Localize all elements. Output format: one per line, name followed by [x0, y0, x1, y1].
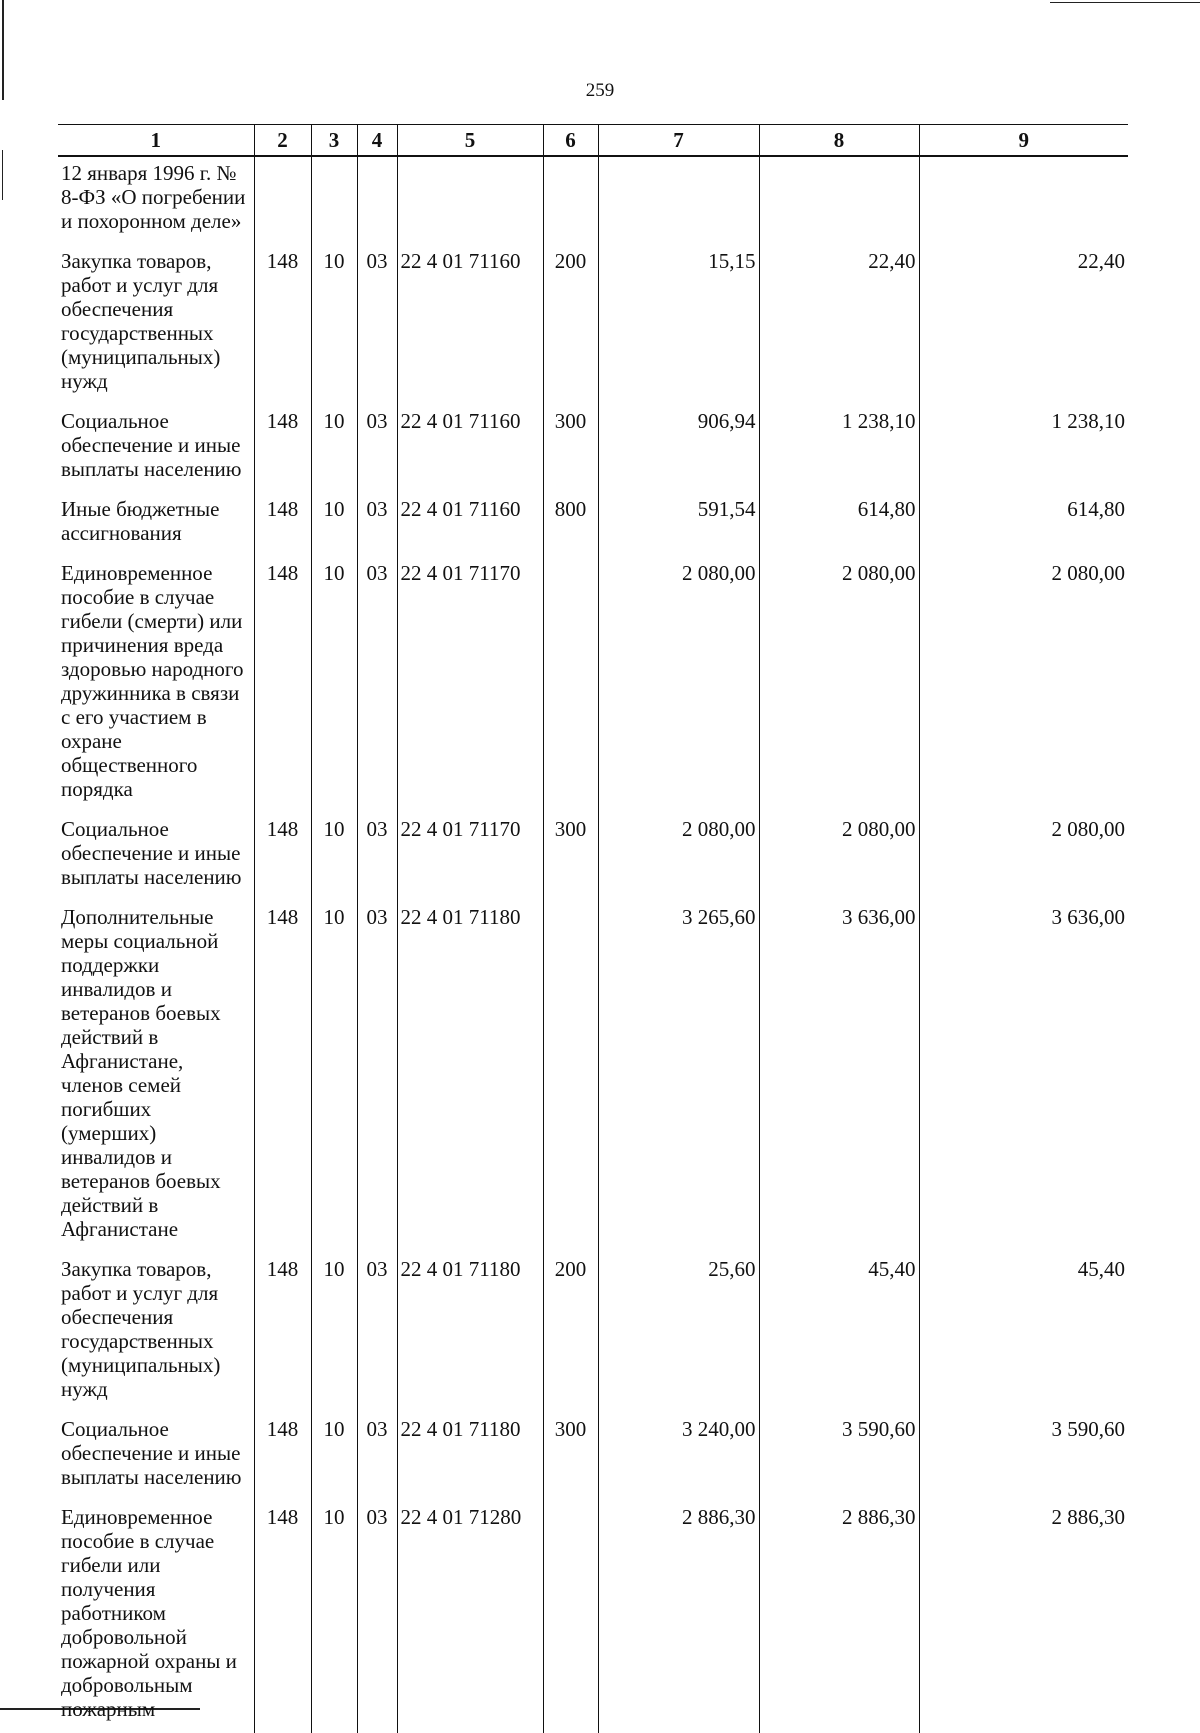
table-row [58, 156, 1128, 245]
cell-section: 10 [311, 813, 357, 901]
cell-subsection [357, 156, 397, 245]
cell-section: 10 [311, 245, 357, 405]
cell-admin-code: 148 [254, 557, 311, 813]
column-header: 2 [254, 125, 311, 157]
cell-amount-col7: 3 265,60 [598, 901, 759, 1253]
row-name: 12 января 1996 г. № 8-ФЗ «О погребении и похоронном деле» [61, 161, 246, 233]
cell-subsection: 03 [357, 405, 397, 493]
row-name: Единовременное пособие в случае гибели (смерти) или причинения вреда здоровью народного дружинника в связи с его участием в охране общественного порядка [61, 561, 244, 801]
table-row [58, 405, 1128, 493]
cell-amount-col7: 2 080,00 [598, 557, 759, 813]
cell-target-article: 22 4 01 71280 [397, 1501, 543, 1733]
cell-admin-code: 148 [254, 245, 311, 405]
cell-section: 10 [311, 1501, 357, 1733]
cell-target-article: 22 4 01 71160 [397, 405, 543, 493]
cell-amount-col8: 3 590,60 [759, 1413, 919, 1501]
cell-amount-col9 [919, 156, 1128, 245]
column-header: 1 [58, 125, 254, 157]
cell-section [311, 156, 357, 245]
row-name: Социальное обеспечение и иные выплаты населению [61, 409, 242, 481]
cell-amount-col8 [759, 156, 919, 245]
cell-amount-col9: 22,40 [919, 245, 1128, 405]
cell-amount-col8: 22,40 [759, 245, 919, 405]
page-number: 259 [585, 80, 615, 101]
table-row [58, 557, 1128, 813]
cell-subsection: 03 [357, 245, 397, 405]
row-name: Социальное обеспечение и иные выплаты населению [61, 1417, 242, 1489]
row-name: Единовременное пособие в случае гибели или получения работником добровольной пожарной охраны и добровольным пожарным [61, 1505, 237, 1721]
cell-amount-col7: 906,94 [598, 405, 759, 493]
cell-amount-col9: 45,40 [919, 1253, 1128, 1413]
budget-table [58, 124, 1128, 1733]
table-row [58, 1501, 1128, 1733]
cell-target-article [397, 156, 543, 245]
cell-subsection: 03 [357, 1501, 397, 1733]
cell-subsection: 03 [357, 557, 397, 813]
cell-section: 10 [311, 405, 357, 493]
cell-admin-code: 148 [254, 405, 311, 493]
cell-target-article: 22 4 01 71160 [397, 493, 543, 557]
row-name: Иные бюджетные ассигнования [61, 497, 220, 545]
cell-amount-col9: 2 080,00 [919, 813, 1128, 901]
cell-target-article: 22 4 01 71180 [397, 901, 543, 1253]
cell-target-article: 22 4 01 71170 [397, 813, 543, 901]
cell-expense-type [543, 901, 598, 1253]
cell-expense-type [543, 557, 598, 813]
row-name: Закупка товаров, работ и услуг для обеспечения государственных (муниципальных) нужд [61, 249, 221, 393]
cell-amount-col7: 25,60 [598, 1253, 759, 1413]
table-row [58, 901, 1128, 1253]
cell-admin-code: 148 [254, 901, 311, 1253]
column-header: 9 [919, 125, 1128, 157]
cell-amount-col7: 15,15 [598, 245, 759, 405]
column-header: 4 [357, 125, 397, 157]
cell-expense-type: 800 [543, 493, 598, 557]
cell-amount-col9: 3 590,60 [919, 1413, 1128, 1501]
scan-edge-mark-top-right [1050, 2, 1200, 3]
cell-expense-type: 200 [543, 245, 598, 405]
cell-amount-col9: 3 636,00 [919, 901, 1128, 1253]
cell-section: 10 [311, 901, 357, 1253]
cell-amount-col7: 2 080,00 [598, 813, 759, 901]
scan-edge-mark-left-lower [2, 150, 3, 200]
cell-amount-col7: 3 240,00 [598, 1413, 759, 1501]
column-header: 3 [311, 125, 357, 157]
cell-expense-type [543, 1501, 598, 1733]
cell-amount-col9: 614,80 [919, 493, 1128, 557]
cell-target-article: 22 4 01 71180 [397, 1413, 543, 1501]
table-row [58, 813, 1128, 901]
column-header: 5 [397, 125, 543, 157]
cell-amount-col8: 3 636,00 [759, 901, 919, 1253]
cell-amount-col8: 2 080,00 [759, 813, 919, 901]
cell-amount-col9: 2 080,00 [919, 557, 1128, 813]
cell-expense-type: 300 [543, 1413, 598, 1501]
cell-admin-code: 148 [254, 1253, 311, 1413]
cell-subsection: 03 [357, 493, 397, 557]
cell-target-article: 22 4 01 71170 [397, 557, 543, 813]
cell-admin-code: 148 [254, 1501, 311, 1733]
cell-expense-type [543, 156, 598, 245]
cell-subsection: 03 [357, 1413, 397, 1501]
cell-amount-col7 [598, 156, 759, 245]
row-name: Закупка товаров, работ и услуг для обеспечения государственных (муниципальных) нужд [61, 1257, 221, 1401]
cell-amount-col7: 2 886,30 [598, 1501, 759, 1733]
row-name: Социальное обеспечение и иные выплаты населению [61, 817, 242, 889]
cell-admin-code: 148 [254, 1413, 311, 1501]
cell-admin-code: 148 [254, 493, 311, 557]
cell-amount-col8: 2 080,00 [759, 557, 919, 813]
cell-amount-col8: 45,40 [759, 1253, 919, 1413]
cell-amount-col9: 1 238,10 [919, 405, 1128, 493]
cell-section: 10 [311, 557, 357, 813]
cell-subsection: 03 [357, 813, 397, 901]
cell-amount-col8: 2 886,30 [759, 1501, 919, 1733]
cell-target-article: 22 4 01 71160 [397, 245, 543, 405]
table-row [58, 1253, 1128, 1413]
cell-amount-col8: 614,80 [759, 493, 919, 557]
cell-admin-code [254, 156, 311, 245]
table-row [58, 493, 1128, 557]
cell-amount-col8: 1 238,10 [759, 405, 919, 493]
column-header: 6 [543, 125, 598, 157]
table-row [58, 245, 1128, 405]
cell-subsection: 03 [357, 1253, 397, 1413]
cell-expense-type: 200 [543, 1253, 598, 1413]
cell-target-article: 22 4 01 71180 [397, 1253, 543, 1413]
cell-expense-type: 300 [543, 813, 598, 901]
row-name: Дополнительные меры социальной поддержки инвалидов и ветеранов боевых действий в Афганистане, членов семей погибших (умерших) инвалидов и ветеранов боевых действий в Афганистане [61, 905, 221, 1241]
cell-section: 10 [311, 1413, 357, 1501]
cell-subsection: 03 [357, 901, 397, 1253]
cell-expense-type: 300 [543, 405, 598, 493]
column-header: 8 [759, 125, 919, 157]
column-header: 7 [598, 125, 759, 157]
table-row [58, 1413, 1128, 1501]
table-header-row [58, 125, 1128, 157]
cell-amount-col7: 591,54 [598, 493, 759, 557]
cell-admin-code: 148 [254, 813, 311, 901]
cell-section: 10 [311, 493, 357, 557]
cell-amount-col9: 2 886,30 [919, 1501, 1128, 1733]
cell-section: 10 [311, 1253, 357, 1413]
